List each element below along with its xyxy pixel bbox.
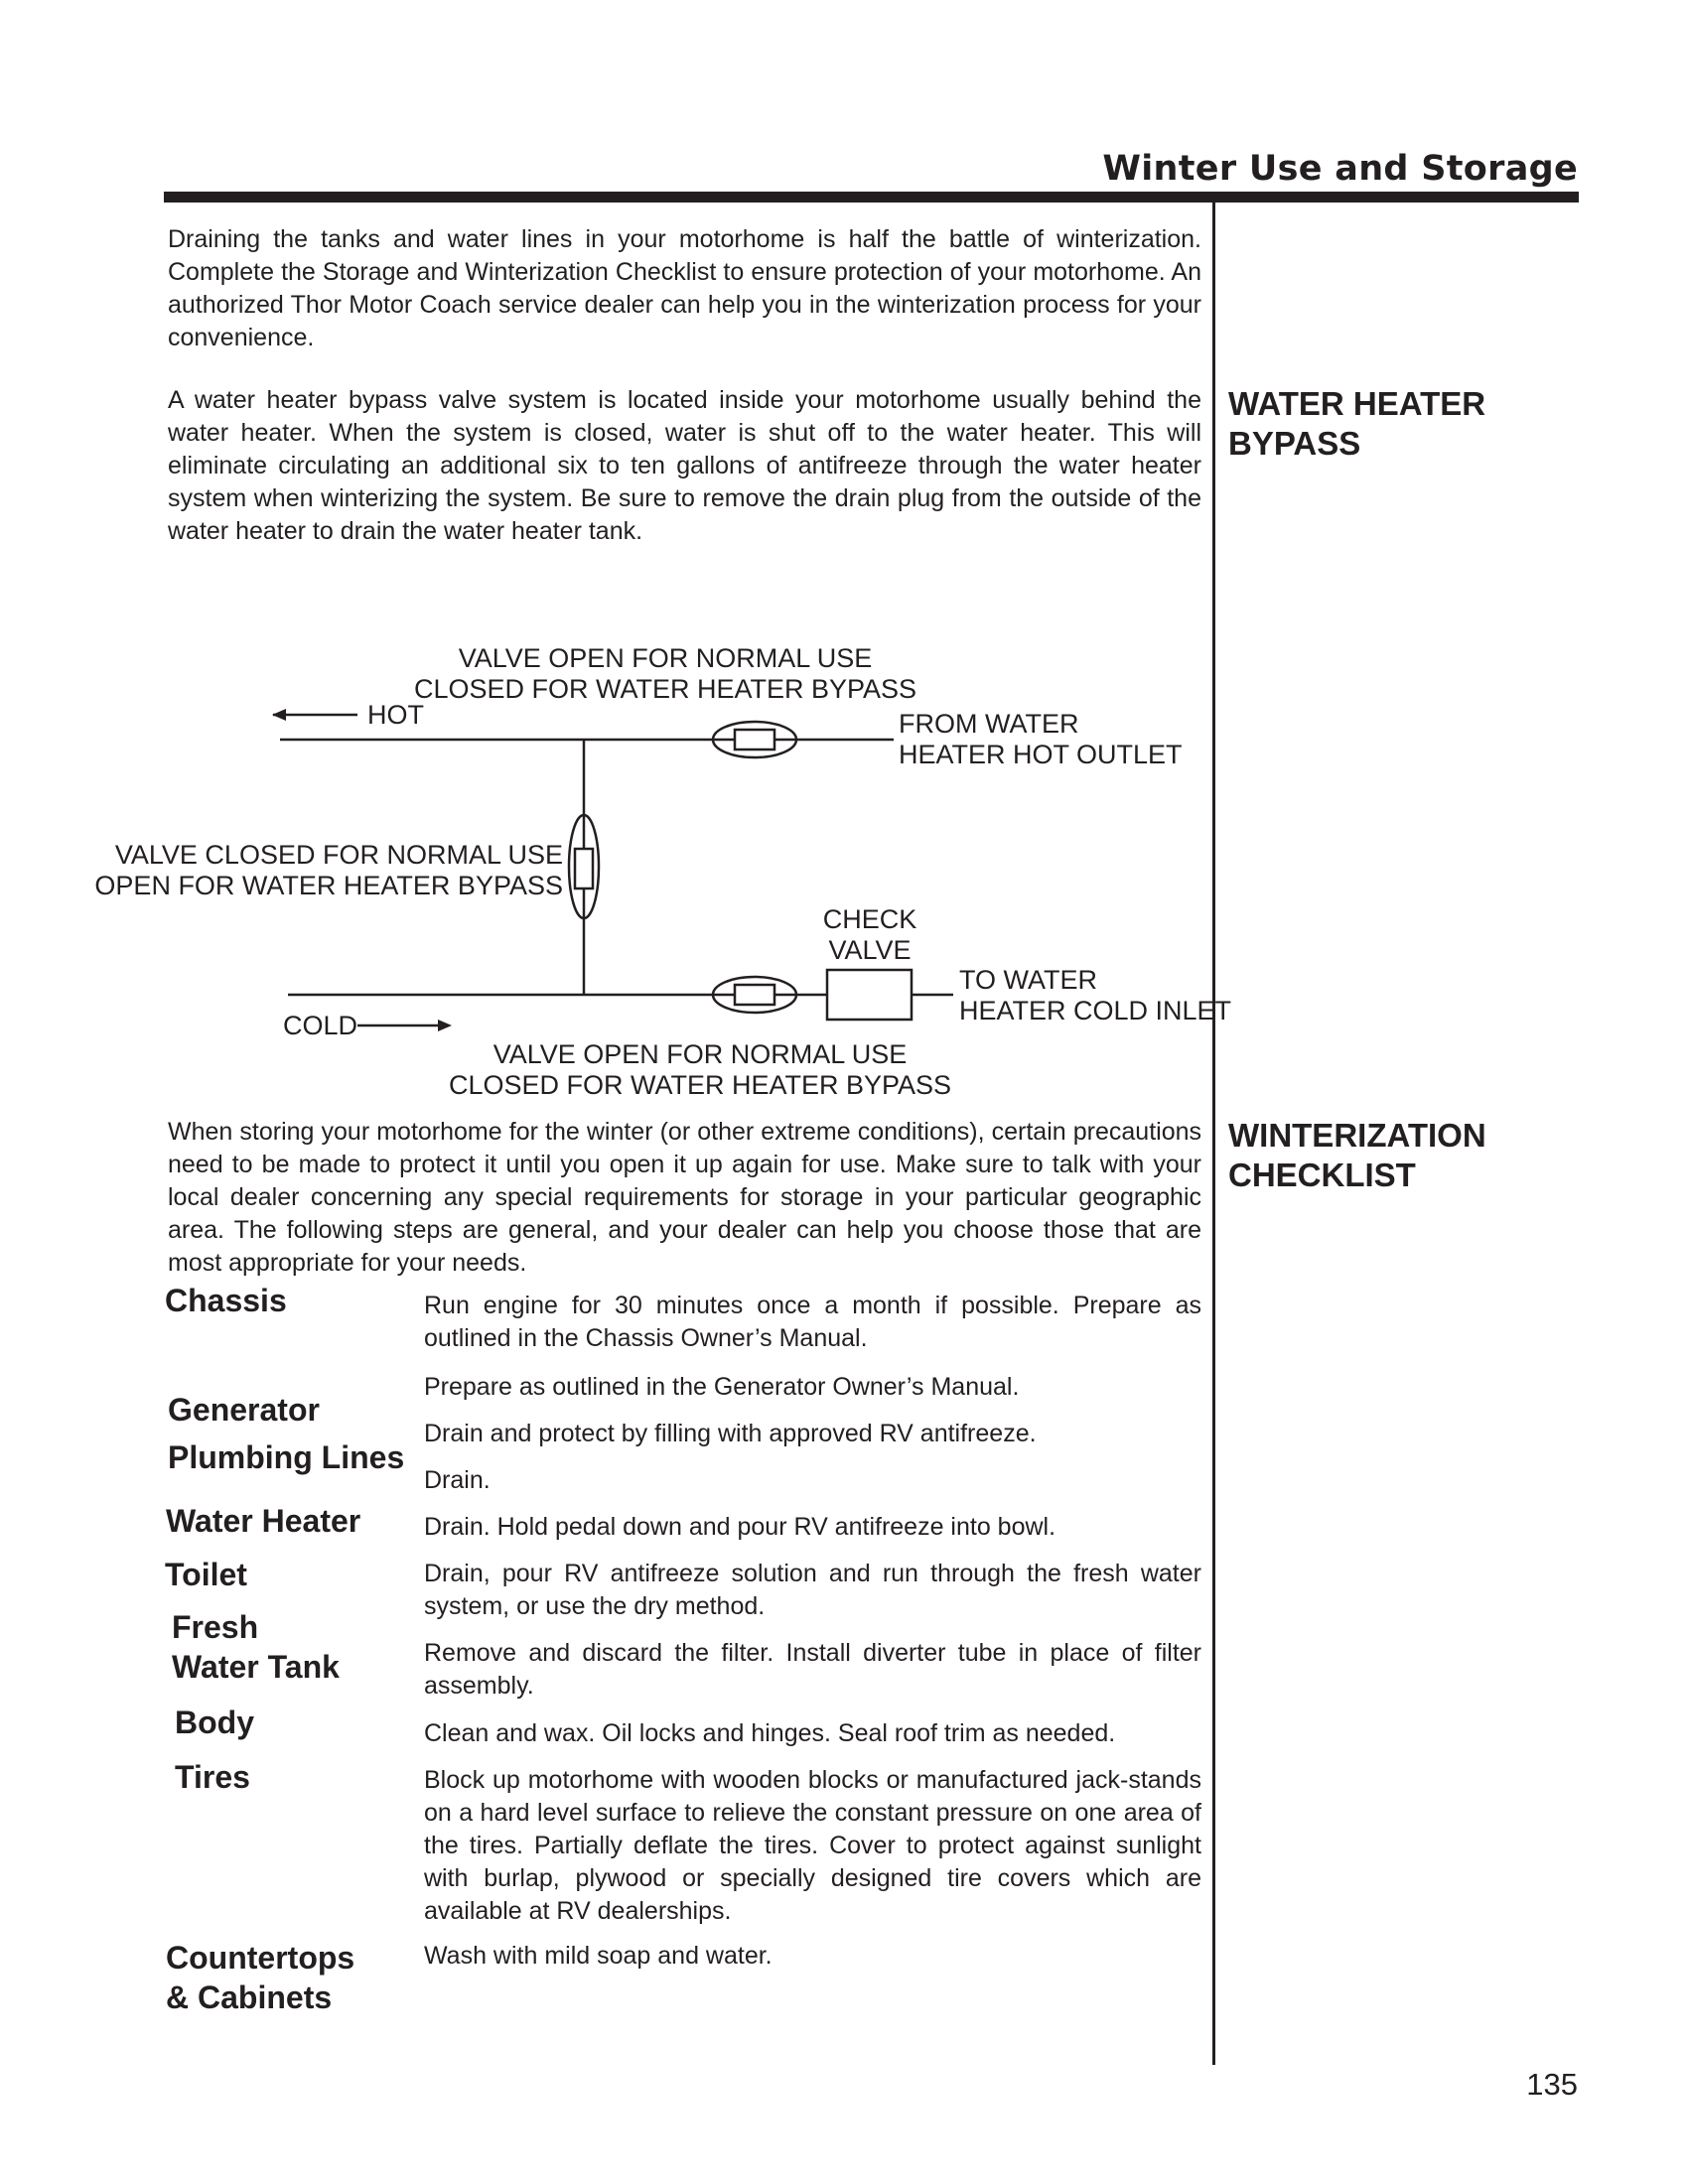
check-valve-label-1: CHECK bbox=[822, 904, 917, 934]
check-valve-label-2: VALVE bbox=[828, 935, 912, 965]
label-generator: Generator bbox=[168, 1392, 320, 1428]
desc-tires: Block up motorhome with wooden blocks or manufactured jack-stands on a hard level surface to relieve the constant pressure on one area of the tires. Partially deflate the tires. Cover to protect against sunlight with burlap, plywood or specially designed tire covers which are available at RV dealerships. bbox=[424, 1766, 1201, 1925]
label-toilet: Toilet bbox=[165, 1557, 247, 1592]
intro-paragraph: Draining the tanks and water lines in your motorhome is half the battle of winterization. Complete the Storage and Winterization Checklist to ensure protection of your motorhome. An authorized Thor Motor Coach service dealer can help you in the winterization process for your convenience. bbox=[168, 225, 1201, 351]
desc-countertops: Wash with mild soap and water. bbox=[424, 1942, 773, 1970]
bypass-paragraph: A water heater bypass valve system is located inside your motorhome usually behind the water heater. When the system is closed, water is shut off to the water heater. This will eliminate circulating an additional six to ten gallons of antifreeze through the water heater system when winterizing the system. Be sure to remove the drain plug from the outside of the water heater to drain the water heater tank. bbox=[168, 386, 1201, 545]
desc-generator: Prepare as outlined in the Generator Owner’s Manual. bbox=[424, 1373, 1020, 1401]
label-countertops: Countertops bbox=[166, 1940, 355, 1976]
winterization-heading: WINTERIZATION CHECKLIST bbox=[1228, 1117, 1486, 1193]
label-tires: Tires bbox=[175, 1759, 250, 1795]
to-heater-label-1: TO WATER bbox=[959, 965, 1097, 995]
column-divider bbox=[1212, 203, 1215, 2065]
desc-plumbing: Drain and protect by filling with approved RV antifreeze. bbox=[424, 1420, 1037, 1447]
bypass-heading: WATER HEATER BYPASS bbox=[1228, 385, 1486, 462]
from-heater-label-2: HEATER HOT OUTLET bbox=[899, 740, 1183, 769]
winterization-paragraph: When storing your motorhome for the winter (or other extreme conditions), certain precautions need to be made to protect it until you open it up again for use. Make sure to talk with your local dealer concerning any special requirements for storage in your particular geographic area. The following steps are general, and your dealer can help you choose those that are most appropriate for your needs. bbox=[168, 1118, 1201, 1277]
bottom-valve-label-2: CLOSED FOR WATER HEATER BYPASS bbox=[448, 1070, 952, 1100]
top-valve-label-2: CLOSED FOR WATER HEATER BYPASS bbox=[413, 674, 917, 704]
desc-fresh: Drain, pour RV antifreeze solution and run through the fresh water system, or use the dry method. bbox=[424, 1560, 1201, 1620]
bypass-valve-label-2: OPEN FOR WATER HEATER BYPASS bbox=[94, 871, 563, 900]
label-chassis: Chassis bbox=[165, 1283, 287, 1318]
top-valve-label-1: VALVE OPEN FOR NORMAL USE bbox=[458, 643, 873, 673]
bypass-diagram bbox=[94, 625, 1232, 1102]
cold-label: COLD bbox=[283, 1011, 358, 1040]
label-plumbing-lines: Plumbing Lines bbox=[168, 1439, 405, 1475]
label-body: Body bbox=[175, 1705, 254, 1740]
label-water-heater: Water Heater bbox=[166, 1503, 361, 1539]
bottom-valve-label-1: VALVE OPEN FOR NORMAL USE bbox=[492, 1039, 908, 1069]
desc-toilet: Drain. Hold pedal down and pour RV antifreeze into bowl. bbox=[424, 1513, 1056, 1541]
desc-body: Clean and wax. Oil locks and hinges. Seal roof trim as needed. bbox=[424, 1719, 1116, 1747]
desc-chassis: Run engine for 30 minutes once a month if possible. Prepare as outlined in the Chassis Owner’s Manual. bbox=[424, 1292, 1201, 1352]
page-number: 135 bbox=[1526, 2067, 1578, 2102]
label-cabinets: & Cabinets bbox=[166, 1979, 333, 2015]
header-rule bbox=[164, 192, 1579, 203]
label-fresh: Fresh bbox=[172, 1609, 259, 1645]
to-heater-label-2: HEATER COLD INLET bbox=[959, 996, 1232, 1025]
from-heater-label-1: FROM WATER bbox=[899, 709, 1079, 739]
desc-filter: Remove and discard the filter. Install diverter tube in place of filter assembly. bbox=[424, 1639, 1201, 1700]
label-water-tank: Water Tank bbox=[172, 1649, 340, 1685]
hot-label: HOT bbox=[367, 700, 424, 730]
check-valve-box bbox=[827, 970, 912, 1020]
desc-drain: Drain. bbox=[424, 1466, 491, 1494]
section-header-title: Winter Use and Storage bbox=[1102, 149, 1578, 189]
bypass-valve-label-1: VALVE CLOSED FOR NORMAL USE bbox=[114, 840, 563, 870]
